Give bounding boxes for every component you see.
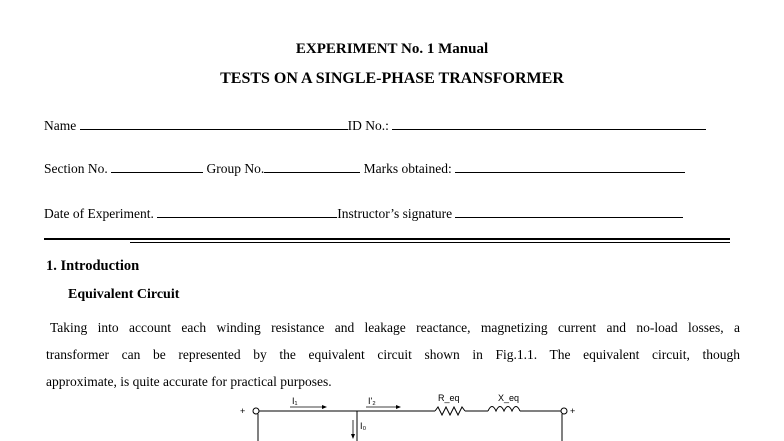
current-i0-arrowhead bbox=[351, 434, 355, 439]
group-label: Group No. bbox=[206, 161, 265, 176]
marks-blank[interactable] bbox=[455, 161, 685, 173]
name-field-row bbox=[44, 118, 706, 134]
section-blank[interactable] bbox=[111, 161, 203, 173]
resistance-label: R_eq bbox=[438, 393, 460, 403]
current-i0-label: I₀ bbox=[360, 421, 367, 431]
section-field-row bbox=[44, 161, 685, 177]
date-label: Date of Experiment. bbox=[44, 206, 154, 221]
inductor-symbol bbox=[488, 407, 520, 412]
equivalent-circuit-diagram bbox=[230, 392, 590, 441]
paragraph-line-1: Taking into account each winding resistance and leakage reactance, magnetizing current and no-load losses, a bbox=[50, 320, 740, 335]
section-heading: 1. Introduction bbox=[46, 258, 140, 274]
name-blank[interactable] bbox=[80, 118, 348, 130]
paragraph-line-3: approximate, is quite accurate for practical purposes. bbox=[46, 374, 332, 389]
right-terminal bbox=[561, 408, 567, 414]
document-title: EXPERIMENT No. 1 Manual bbox=[295, 41, 489, 57]
divider-rule-secondary bbox=[130, 242, 730, 243]
document-subtitle: TESTS ON A SINGLE-PHASE TRANSFORMER bbox=[220, 70, 564, 87]
section-label: Section No. bbox=[44, 161, 108, 176]
resistor-symbol bbox=[435, 407, 465, 415]
left-plus-label: + bbox=[240, 406, 246, 416]
id-label: ID No.: bbox=[347, 118, 389, 133]
left-terminal bbox=[253, 408, 259, 414]
current-i1-label: I₁ bbox=[292, 396, 298, 406]
signature-blank[interactable] bbox=[455, 206, 683, 218]
reactance-label: X_eq bbox=[498, 393, 520, 403]
signature-label: Instructor’s signature bbox=[337, 206, 453, 221]
right-plus-label: + bbox=[570, 406, 576, 416]
introduction-paragraph bbox=[46, 314, 740, 395]
date-blank[interactable] bbox=[157, 206, 337, 218]
group-blank[interactable] bbox=[264, 161, 360, 173]
paragraph-line-2: transformer can be represented by the equivalent circuit shown in Fig.1.1. The equivalent circuit, though bbox=[46, 347, 740, 362]
divider-rule bbox=[44, 238, 730, 240]
current-i2-arrowhead bbox=[396, 405, 401, 409]
current-i1-arrowhead bbox=[322, 405, 327, 409]
marks-label: Marks obtained: bbox=[363, 161, 452, 176]
id-blank[interactable] bbox=[392, 118, 706, 130]
date-field-row bbox=[44, 206, 683, 222]
section-subheading: Equivalent Circuit bbox=[68, 287, 180, 302]
current-i2-label: I'₂ bbox=[368, 396, 376, 406]
name-label: Name bbox=[44, 118, 77, 133]
